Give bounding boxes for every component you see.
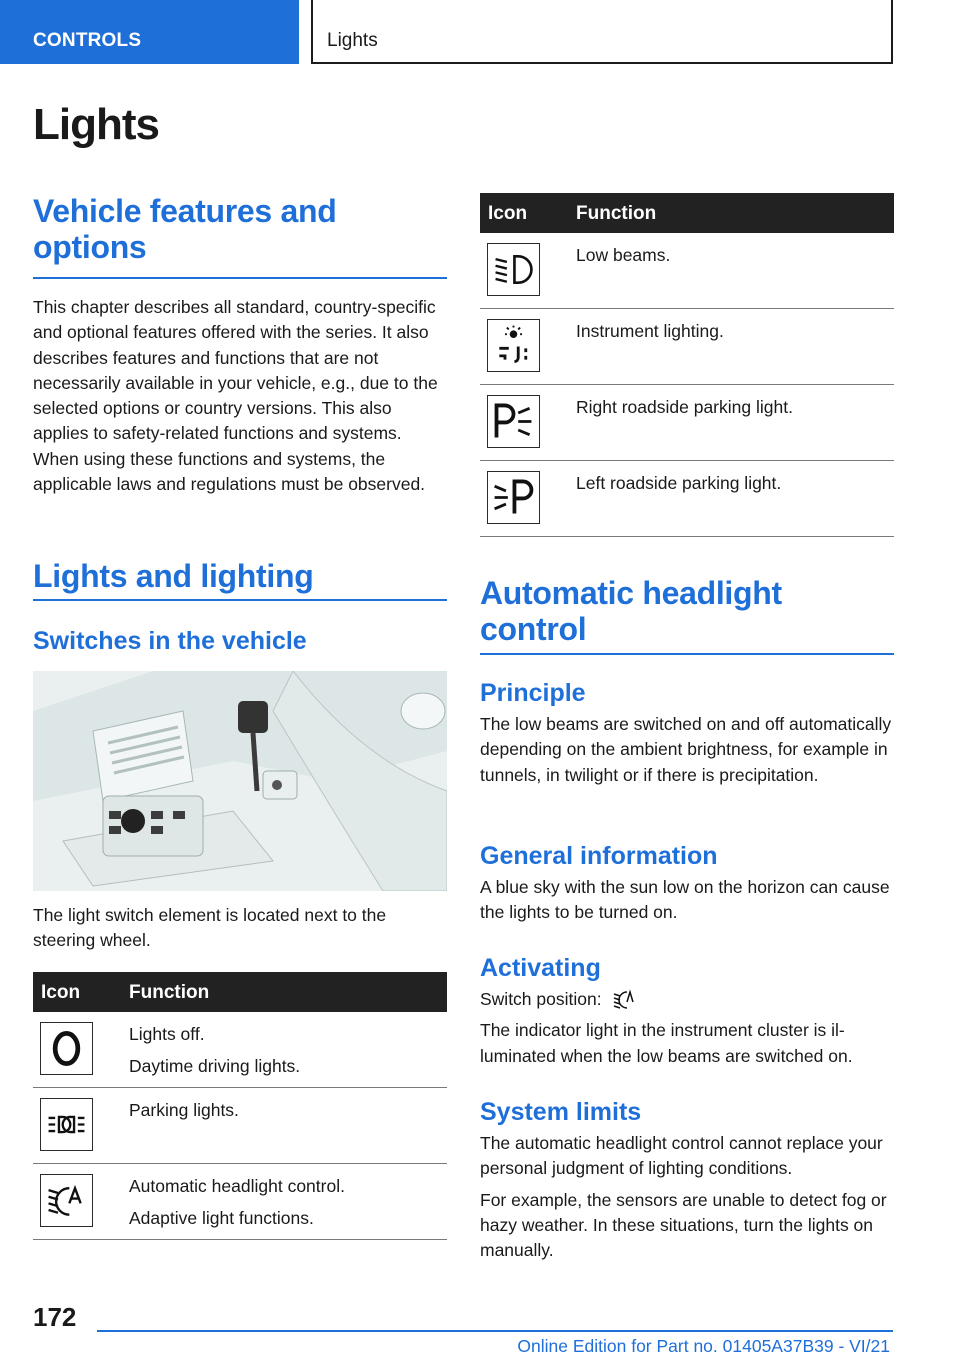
switches-section [33,626,447,656]
auto-headlight-section [480,575,894,655]
general-info-section [480,841,894,926]
general-info-heading: General information [480,842,718,870]
lights-lighting-section [33,558,447,601]
vehicle-features-section [33,193,447,497]
switch-position-line [480,987,894,1012]
table-row [480,309,894,385]
section-label: CONTROLS [33,30,142,51]
table-row [33,1012,447,1088]
system-limits-section [480,1097,894,1263]
row-function: Daytime driving lights. [129,1056,301,1076]
dashboard-drawing [33,671,447,891]
heading-rule [33,599,447,601]
principle-body: The low beams are switched on and off automatically depending on the ambient brightness, for example in tunnels, in twilight or if there is precipitation. [480,714,892,785]
heading-rule [33,277,447,279]
table-header [33,972,447,1012]
switch-position-label: Switch position: [480,989,602,1009]
row-function: Lights off. [129,1024,205,1044]
row-function: Low beams. [576,245,671,265]
system-limits-heading: System limits [480,1098,642,1126]
switches-caption-wrap [33,903,447,954]
switches-caption: The light switch element is located next to the steering wheel. [33,905,387,951]
row-function: Right roadside parking light. [576,397,793,417]
table-row [480,461,894,537]
light-switch-table [33,972,447,1240]
principle-heading: Principle [480,679,586,707]
table-row [480,385,894,461]
col-icon-header: Icon [41,982,81,1003]
general-info-body: A blue sky with the sun low on the horizon can cause the lights to be turned on. [480,877,890,923]
table-header [480,193,894,233]
row-function: Automatic headlight control. [129,1176,345,1196]
principle-section [480,678,894,788]
row-function: Left roadside parking light. [576,473,782,493]
switches-heading: Switches in the vehicle [33,627,307,655]
table-row [33,1088,447,1164]
page-title: Lights [33,100,159,149]
col-icon-header: Icon [488,203,528,224]
light-icons-table [480,193,894,537]
col-function-header: Function [129,982,210,1003]
heading-rule [480,653,894,655]
row-function: Adaptive light functions. [129,1208,314,1228]
left-parking-light-icon [487,471,540,524]
activating-heading: Activating [480,954,601,982]
parking-lights-icon [40,1098,93,1151]
topic-label: Lights [327,30,378,51]
system-limits-body-2: For example, the sensors are unable to detect fog or hazy weather. In these situations, turn the lights on manually. [480,1189,887,1261]
low-beams-icon [487,243,540,296]
automatic-headlight-icon [40,1174,93,1227]
section-tab [0,0,299,64]
light-switch-illustration [33,671,447,891]
table-row [33,1164,447,1240]
lights-lighting-heading: Lights and lighting [33,558,314,594]
right-parking-light-icon [487,395,540,448]
topic-tab [311,0,893,64]
row-function: Parking lights. [129,1100,239,1120]
activating-section [480,953,894,1069]
table-row [480,233,894,309]
footer-rule [97,1330,893,1332]
auto-headlight-heading: Automatic headlight control [480,575,782,647]
vehicle-features-heading: Vehicle features and options [33,193,337,265]
row-function: Instrument lighting. [576,321,724,341]
system-limits-body-1: The automatic headlight control cannot replace your personal judgment of lighting conditions. [480,1133,883,1179]
edition-text: Online Edition for Part no. 01405A37B39 - VI/21 [517,1336,890,1356]
col-function-header: Function [576,203,657,224]
automatic-headlight-small-icon [612,988,636,1012]
instrument-lighting-icon [487,319,540,372]
activating-body: The indicator light in the instrument cluster is illuminated when the low beams are switched on. [480,1020,853,1066]
vehicle-features-body: This chapter describes all standard, country-specific and optional features offered with the series. It also describes features and functions that are not necessarily available in your vehicle, e.g., due to the selected options or country versions. This also applies to safety-related functions and systems. When using these functions and systems, the applicable laws and regulations must be observed. [33,297,438,495]
page-number: 172 [33,1302,77,1332]
lights-off-icon [40,1022,93,1075]
